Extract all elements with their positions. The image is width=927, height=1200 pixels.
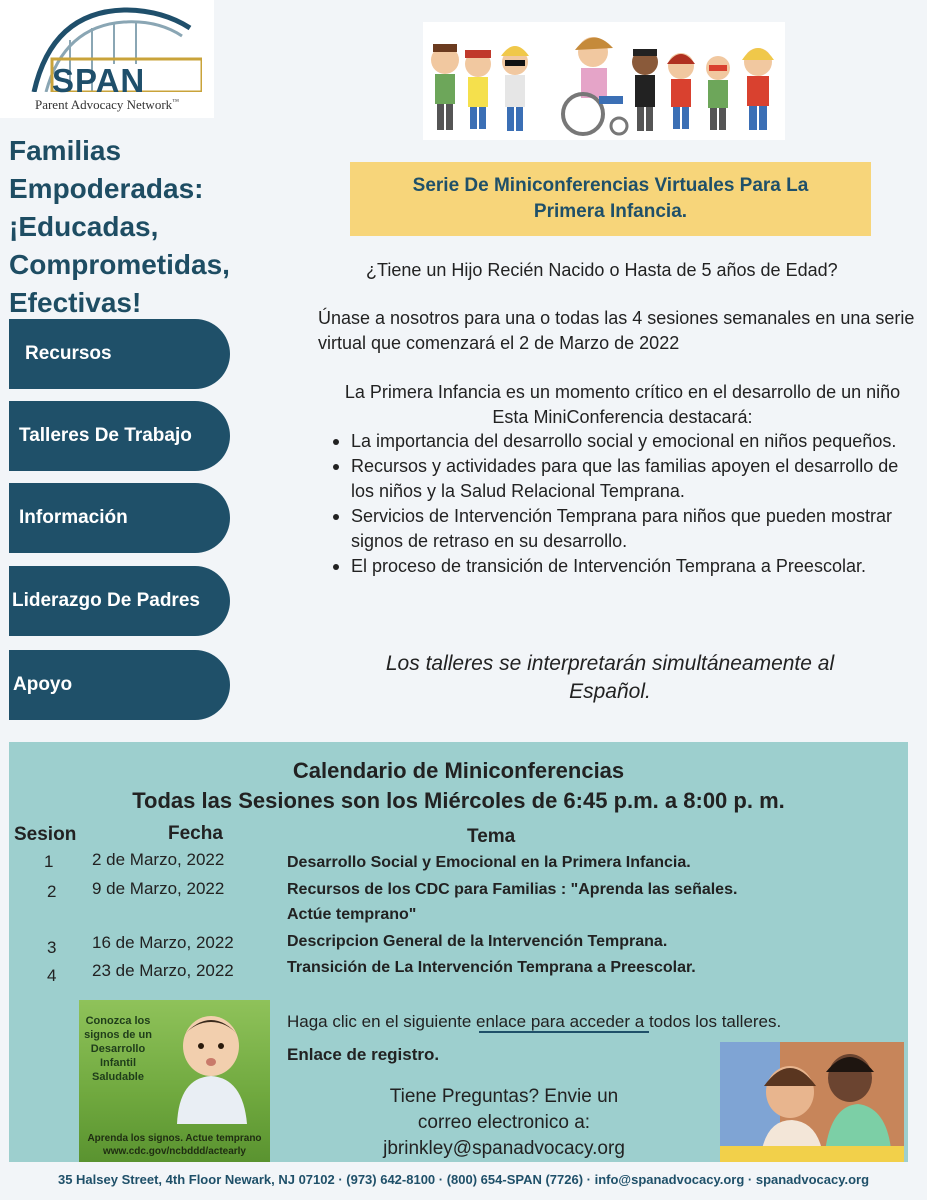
session-topic: Desarrollo Social y Emocional en la Primera Infancia. <box>287 854 691 871</box>
header-topic: Tema <box>467 826 516 847</box>
contact-email-link[interactable]: jbrinkley@spanadvocacy.org <box>383 1138 625 1159</box>
header-session: Sesion <box>14 824 77 845</box>
session-number: 4 <box>47 966 57 985</box>
session-date: 16 de Marzo, 2022 <box>92 933 234 952</box>
registration-link[interactable]: Enlace de registro. <box>287 1045 440 1064</box>
session-topic: Transición de La Intervención Temprana a Preescolar. <box>287 959 696 976</box>
card-footer: Aprenda los signos. Actue temprano www.cdc.gov/ncbddd/actearly <box>87 1133 262 1157</box>
children-playing-photo <box>720 1042 904 1162</box>
calendar-subtitle: Todas las Sesiones son los Miércoles de 6:45 p.m. a 8:00 p. m. <box>132 788 785 813</box>
children-illustration <box>423 22 785 140</box>
card-text: Conozca los signos de un Desarrollo Infantil Saludable <box>84 1015 152 1083</box>
page-headline: Familias Empoderadas: ¡Educadas, Comprometidas, Efectivas! <box>9 135 230 318</box>
link-instructions: Haga clic en el siguiente enlace para acceder a todos los talleres. <box>287 1012 782 1031</box>
intro-text: La Primera Infancia es un momento crítico en el desarrollo de un niño Esta MiniConferencia destacará: <box>344 382 901 427</box>
nav-recursos[interactable]: Recursos <box>9 319 230 389</box>
nav-liderazgo-de-padres[interactable]: Liderazgo De Padres <box>9 566 230 636</box>
nav-talleres-de-trabajo[interactable]: Talleres De Trabajo <box>9 401 230 471</box>
highlights-list <box>330 429 910 579</box>
question-text: ¿Tiene un Hijo Recién Nacido o Hasta de 5 años de Edad? <box>366 260 838 280</box>
calendar-panel <box>9 742 908 1162</box>
list-item: La importancia del desarrollo social y emocional en niños pequeños. <box>330 429 910 454</box>
session-topic: Recursos de los CDC para Familias : "Aprenda las señales. <box>287 881 738 898</box>
calendar-title: Calendario de Miniconferencias <box>292 758 625 783</box>
list-item: El proceso de transición de Intervención Temprana a Preescolar. <box>330 554 910 579</box>
nav-informacion[interactable]: Información <box>9 483 230 553</box>
header-date: Fecha <box>168 823 223 844</box>
session-number: 1 <box>44 852 54 871</box>
span-logo[interactable] <box>0 0 214 118</box>
logo-name: SPAN <box>52 62 146 99</box>
session-number: 3 <box>47 938 57 957</box>
series-banner: Serie De Miniconferencias Virtuales Para La Primera Infancia. <box>350 162 871 236</box>
nav-apoyo[interactable]: Apoyo <box>9 650 230 720</box>
children-photo-illustration <box>720 1042 904 1162</box>
baby-photo <box>153 1006 265 1124</box>
session-number: 2 <box>47 882 57 901</box>
footer-contact: 35 Halsey Street, 4th Floor Newark, NJ 07102 · (973) 642-8100 · (800) 654-SPAN (7726) · info@spanadvocacy.org · spanadvocacy.org <box>57 1172 870 1187</box>
interpretation-note: Los talleres se interpretarán simultáneamente al Español. <box>385 652 835 703</box>
cdc-learn-the-signs-card[interactable] <box>79 1000 270 1162</box>
logo-tagline: Parent Advocacy Network™ <box>34 97 180 112</box>
session-date: 2 de Marzo, 2022 <box>92 850 225 869</box>
session-date: 23 de Marzo, 2022 <box>92 961 234 980</box>
session-topic: Descripcion General de la Intervención Temprana. <box>287 933 668 950</box>
session-topic-continued: Actúe temprano" <box>287 906 417 923</box>
join-text: Únase a nosotros para una o todas las 4 sesiones semanales en una serie virtual que comenzará el 2 de Marzo de 2022 <box>318 308 915 353</box>
questions-block: Tiene Preguntas? Envie un correo electronico a: jbrinkley@spanadvocacy.org <box>339 1084 669 1162</box>
list-item: Servicios de Intervención Temprana para niños que pueden mostrar signos de retraso en su desarrollo. <box>330 504 910 554</box>
session-date: 9 de Marzo, 2022 <box>92 879 225 898</box>
link-underline <box>479 1031 649 1033</box>
list-item: Recursos y actividades para que las familias apoyen el desarrollo de los niños y la Salud Relacional Temprana. <box>330 454 910 504</box>
